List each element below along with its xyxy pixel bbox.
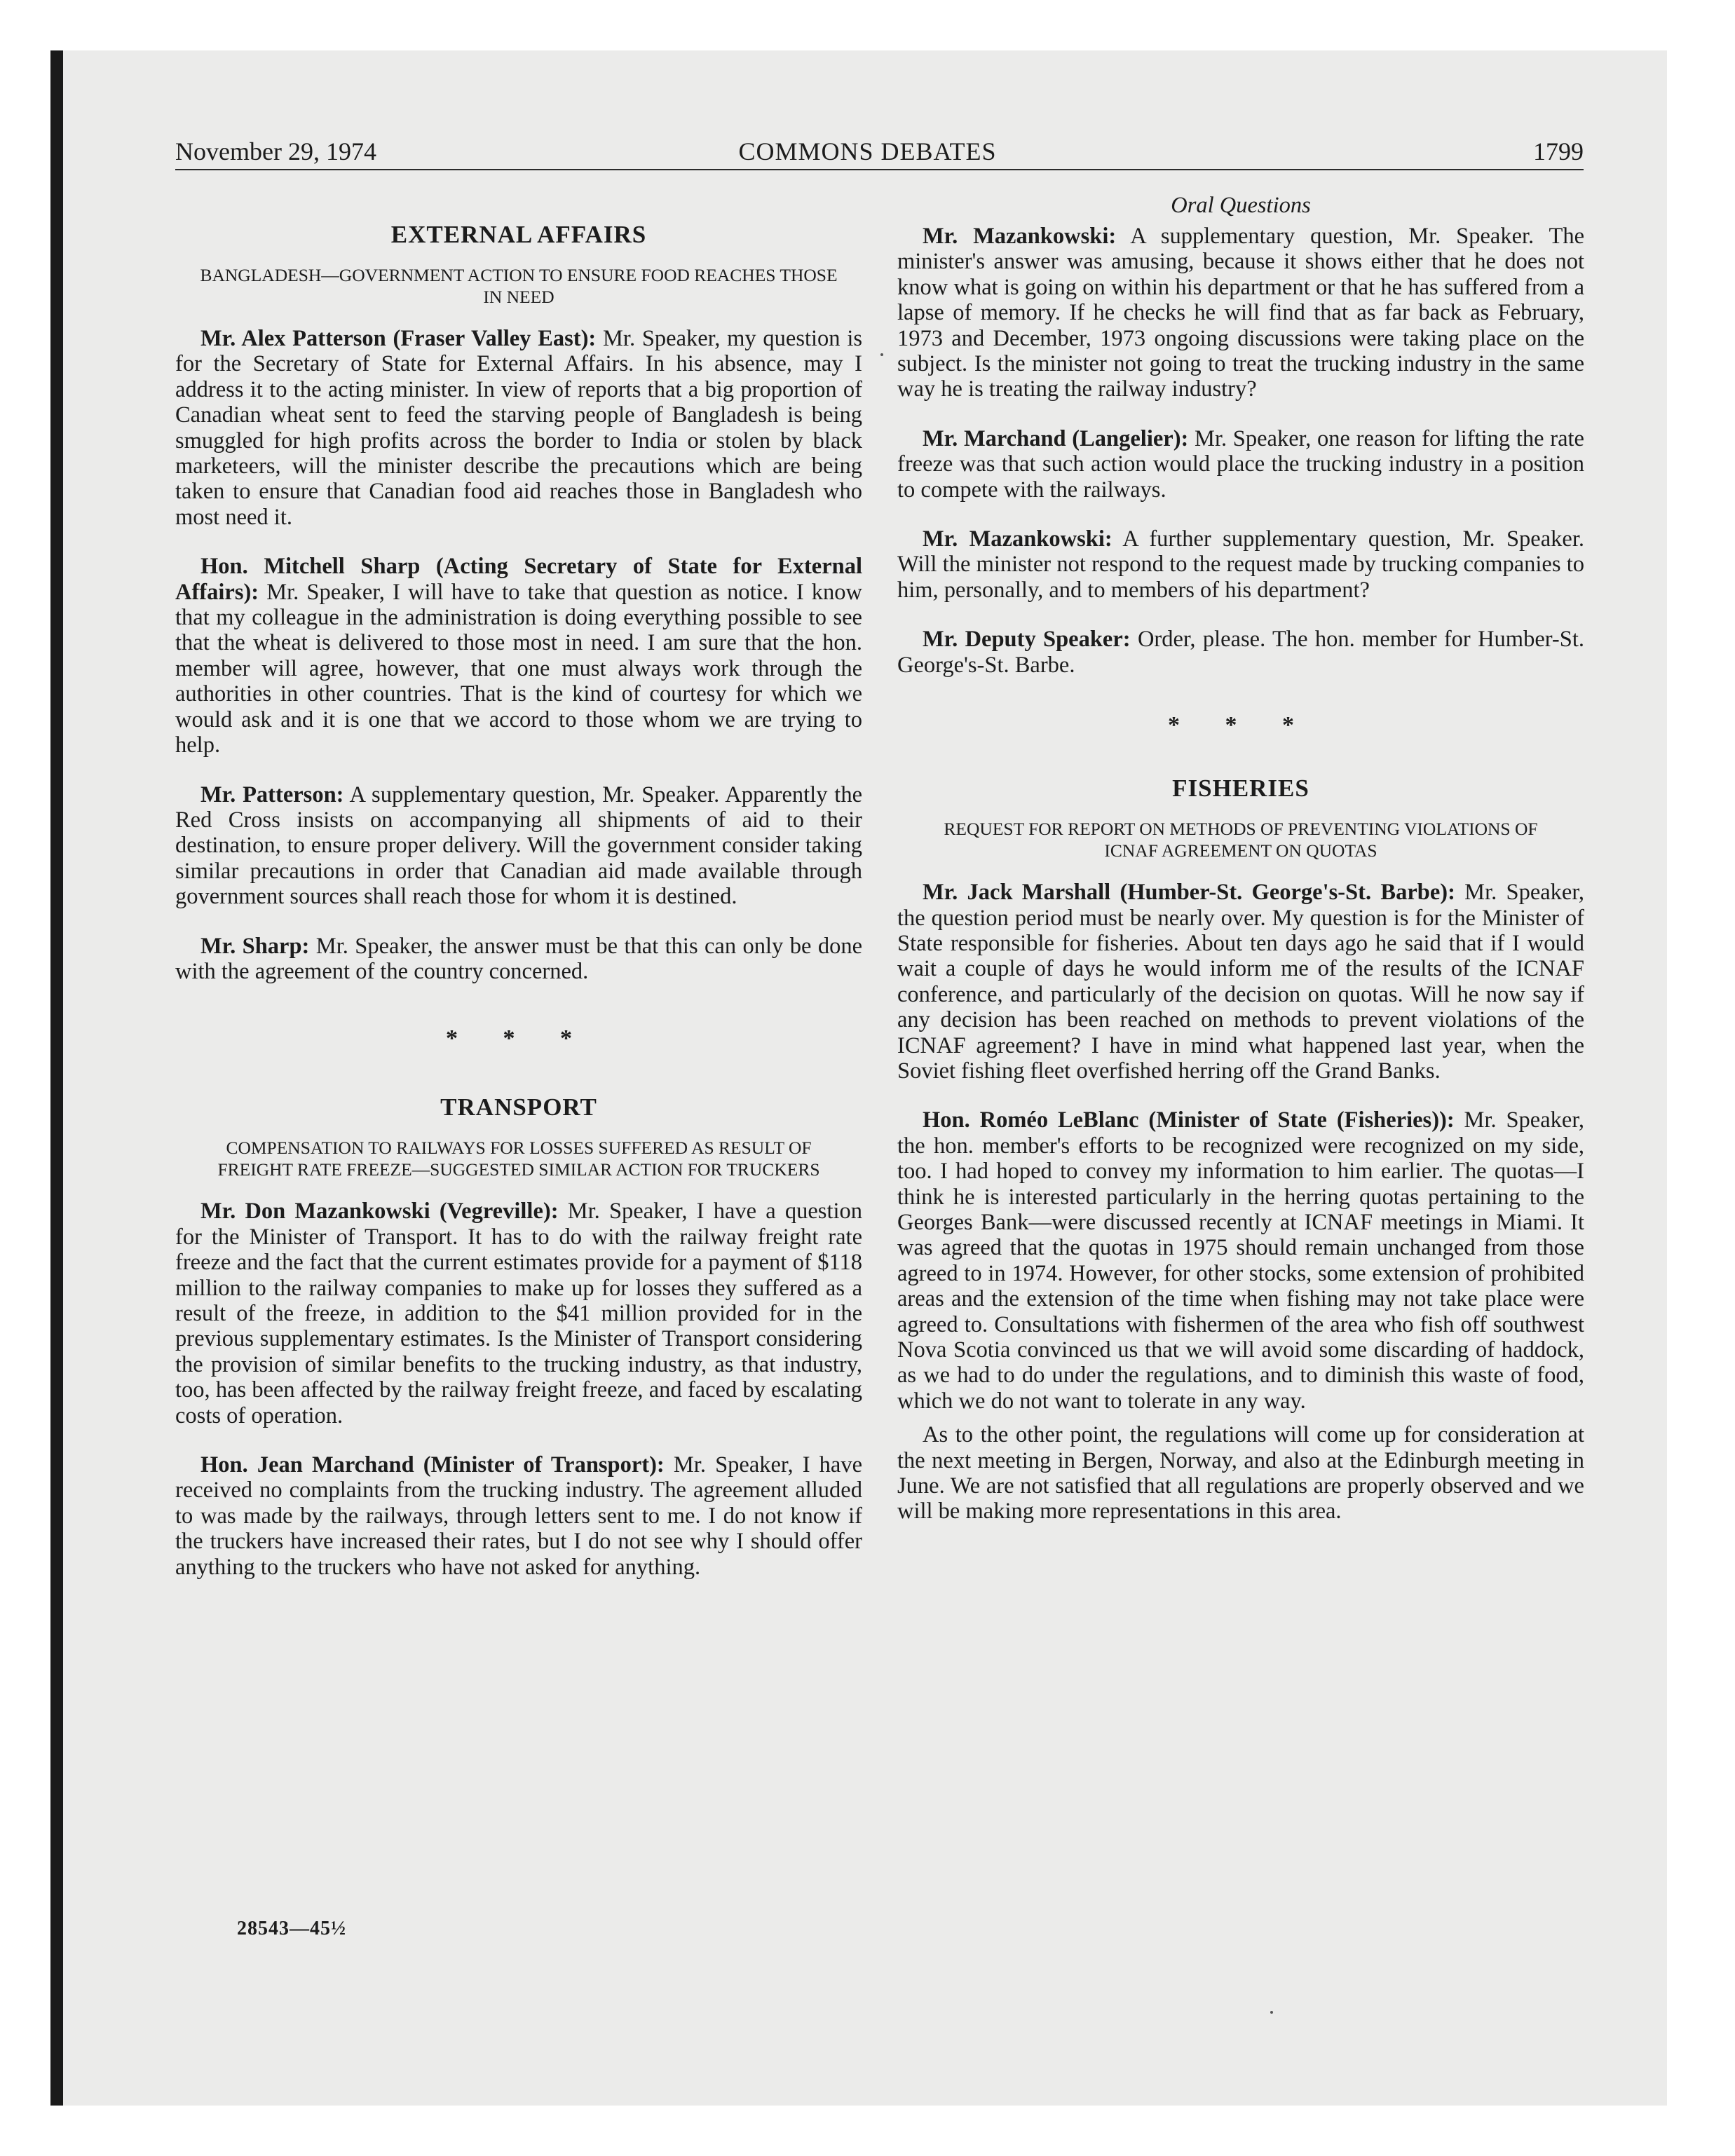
speaker-name: Mr. Patterson: [200,782,344,807]
section-heading-transport: TRANSPORT [440,1093,597,1121]
paragraph [175,1199,862,1428]
right-column [897,193,1584,1548]
paragraph [897,426,1584,503]
speaker-name: Hon. Jean Marchand (Minister of Transport): [200,1452,665,1478]
paragraph [897,526,1584,603]
speech-text: A further supplementary question, Mr. Speaker. Will the minister not respond to the request made by trucking companies to him, personally, and to members of his department? [897,526,1584,603]
header-page-number: 1799 [1533,137,1584,165]
header-date: November 29, 1974 [175,137,376,165]
speaker-name: Mr. Mazankowski: [923,224,1117,249]
scan-edge [50,50,63,2106]
speaker-name: Mr. Sharp: [200,933,310,959]
speech-text: Mr. Speaker, the answer must be that this can only be done with the agreement of the country concerned. [175,933,862,984]
paragraph [897,627,1584,678]
header-rule [175,169,1584,170]
speech-text: Mr. Speaker, my question is for the Secretary of State for External Affairs. In his absence, may I address it to the acting minister. In view of reports that a big proportion of Canadian wheat sent to feed the starving people of Bangladesh is being smuggled for high profits across the border to India or stolen by black marketeers, will the minister describe the precautions which are being taken to ensure that Canadian food aid reaches those in Bangladesh who most need it. [175,326,862,530]
running-subheading: Oral Questions [1171,193,1311,218]
speaker-name: Mr. Alex Patterson (Fraser Valley East): [200,326,597,351]
speech-text: Mr. Speaker, the question period must be nearly over. My question is for the Minister of State responsible for fisheries. About ten days ago he said that if I would wait a couple of days he would inform me of the results of the ICNAF conference, and particularly of the decision on quotas. Will he now say if any decision has been reached on methods to prevent violations of the ICNAF agreement? I have in mind what happened last year, when the Soviet fishing fleet overfished herring off the Grand Banks. [897,880,1584,1084]
paragraph [897,1107,1584,1414]
subheading-icnaf: REQUEST FOR REPORT ON METHODS OF PREVENTING VIOLATIONS OF ICNAF AGREEMENT ON QUOTAS [944,819,1538,861]
subheading-bangladesh: BANGLADESH—GOVERNMENT ACTION TO ENSURE FOOD REACHES THOSE IN NEED [200,265,838,307]
speech-text: Mr. Speaker, one reason for lifting the rate freeze was that such action would place the trucking industry in a position to compete with the railways. [897,425,1584,503]
speech-text: Mr. Speaker, I have received no complaints from the trucking industry. The agreement alluded to was made by the railways, through letters sent to me. I do not know if the truckers have increased their rates, but I do not see why I should offer anything to the truckers who have not asked for anything. [175,1452,862,1580]
left-column [175,193,862,1604]
speech-text: Mr. Speaker, I will have to take that question as notice. I know that my colleague in the administration is doing everything possible to see that the wheat is delivered to those most in need. I am sure that the hon. member will agree, however, that one must always work through the authorities in other countries. That is the kind of courtesy for which we would ask and it is one that we accord to those whom we are trying to help. [175,579,862,758]
speaker-name: Mr. Don Mazankowski (Vegreville): [200,1199,559,1224]
speaker-name: Mr. Jack Marshall (Humber-St. George's-St. Barbe): [923,880,1455,906]
paragraph [897,1422,1584,1524]
paragraph [175,326,862,530]
speaker-name: Hon. Roméo LeBlanc (Minister of State (Fisheries)): [923,1107,1455,1133]
header-title: COMMONS DEBATES [738,137,997,165]
section-heading-external-affairs: EXTERNAL AFFAIRS [390,221,647,248]
paragraph [897,880,1584,1084]
paragraph [175,934,862,985]
paragraph [897,224,1584,402]
speaker-name: Hon. Mitchell Sharp (Acting Secretary of State for External Affairs): [175,554,862,605]
speaker-name: Mr. Marchand (Langelier): [923,425,1189,451]
speech-text: As to the other point, the regulations will come up for consideration at the next meeting in Bergen, Norway, and also at the Edinburgh meeting in June. We are not satisfied that all regulations are properly observed and we will be making more representations in this area. [897,1422,1584,1524]
section-separator: * * * [1168,712,1314,739]
speech-text: Mr. Speaker, I have a question for the Minister of Transport. It has to do with the railway freight rate freeze and the fact that the current estimates provide for a payment of $118 million to the railway companies to make up for losses they suffered as a result of the freeze, in addition to the $41 million provided for in the previous supplementary estimates. Is the Minister of Transport considering the provision of similar benefits to the trucking industry, as that industry, too, has been affected by the railway freight freeze, and faced by escalating costs of operation. [175,1199,863,1428]
section-heading-fisheries: FISHERIES [1172,775,1309,803]
speaker-name: Mr. Deputy Speaker: [923,627,1131,653]
speaker-name: Mr. Mazankowski: [923,526,1113,552]
paragraph [175,1452,862,1580]
page-footer-code: 28543—45½ [237,1918,346,1939]
paragraph [175,554,862,758]
section-separator: * * * [446,1025,592,1052]
speech-text: A supplementary question, Mr. Speaker. The minister's answer was amusing, because it shows either that he does not know what is going on within his department or that he has suffered from a lapse of memory. If he checks he will find that as far back as February, 1973 and December, 1973 ongoing discussions were taking place on the subject. Is the minister not going to treat the trucking industry in the same way he is treating the railway industry? [897,224,1584,402]
speech-text: A supplementary question, Mr. Speaker. Apparently the Red Cross insists on accompanying all shipments of aid to their destination, to ensure proper delivery. Will the government consider taking similar precautions in order that Canadian aid made available through government sources shall reach those for whom it is destined. [175,782,862,910]
paragraph [175,782,862,910]
scan-speck [880,353,883,356]
scan-speck [1270,2011,1273,2014]
subheading-compensation: COMPENSATION TO RAILWAYS FOR LOSSES SUFFERED AS RESULT OF FREIGHT RATE FREEZE—SUGGESTED SIMILAR ACTION FOR TRUCKERS [217,1138,820,1180]
speech-text: Mr. Speaker, the hon. member's efforts to be recognized were recognized on my side, too. I had hoped to convey my information to him earlier. The quotas—I think he is interested particularly in the herring quotas pertaining to the Georges Bank—were discussed recently at ICNAF meetings in Miami. It was agreed that the quotas in 1975 should remain unchanged from those agreed to in 1974. However, for other stocks, some extension of prohibited areas and the extension of the time when fishing may not take place were agreed to. Consultations with fishermen of the area who fish off southwest Nova Scotia convinced us that we will avoid some discarding of haddock, as we had to do under the regulations, and to diminish this waste of food, which we do not want to tolerate in any way. [897,1107,1584,1414]
speech-text: Order, please. The hon. member for Humber-St. George's-St. Barbe. [897,627,1584,678]
